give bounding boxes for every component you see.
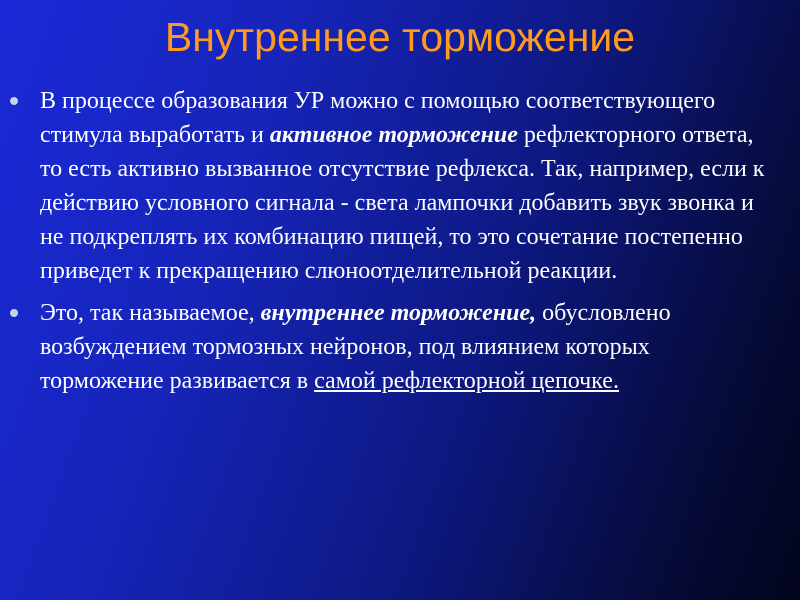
- bullet-2-text-1: Это, так называемое,: [40, 300, 261, 326]
- bullet-1-text-2: рефлекторного ответа, то есть активно вызванное отсутствие рефлекса. Так, например, если к действию условного сигнала - света лампочки добавить звук звонка и не подкреплять их комбинацию пищей, то это сочетание постепенно приведет к прекращению слюноотделительной реакции.: [40, 122, 765, 284]
- bullet-dot-icon: [10, 97, 18, 105]
- bullet-2-emphasis: внутреннее торможение,: [260, 300, 537, 326]
- bullet-item-1: [0, 84, 800, 288]
- bullet-2-underlined-link[interactable]: самой рефлекторной цепочке.: [314, 368, 619, 394]
- bullet-1-text-1: В процессе образования УР можно с помощью соответствующего стимула выработать и: [40, 88, 716, 148]
- bullet-dot-icon: [10, 309, 18, 317]
- bullet-2-text-2: обусловлено возбуждением тормозных нейронов, под влиянием которых торможение развивается в: [40, 300, 671, 394]
- bullet-item-2: [0, 296, 800, 398]
- slide-title: Внутреннее торможение: [164, 14, 636, 60]
- bullet-list: [0, 84, 800, 406]
- bullet-1-emphasis: активное торможение: [269, 122, 518, 148]
